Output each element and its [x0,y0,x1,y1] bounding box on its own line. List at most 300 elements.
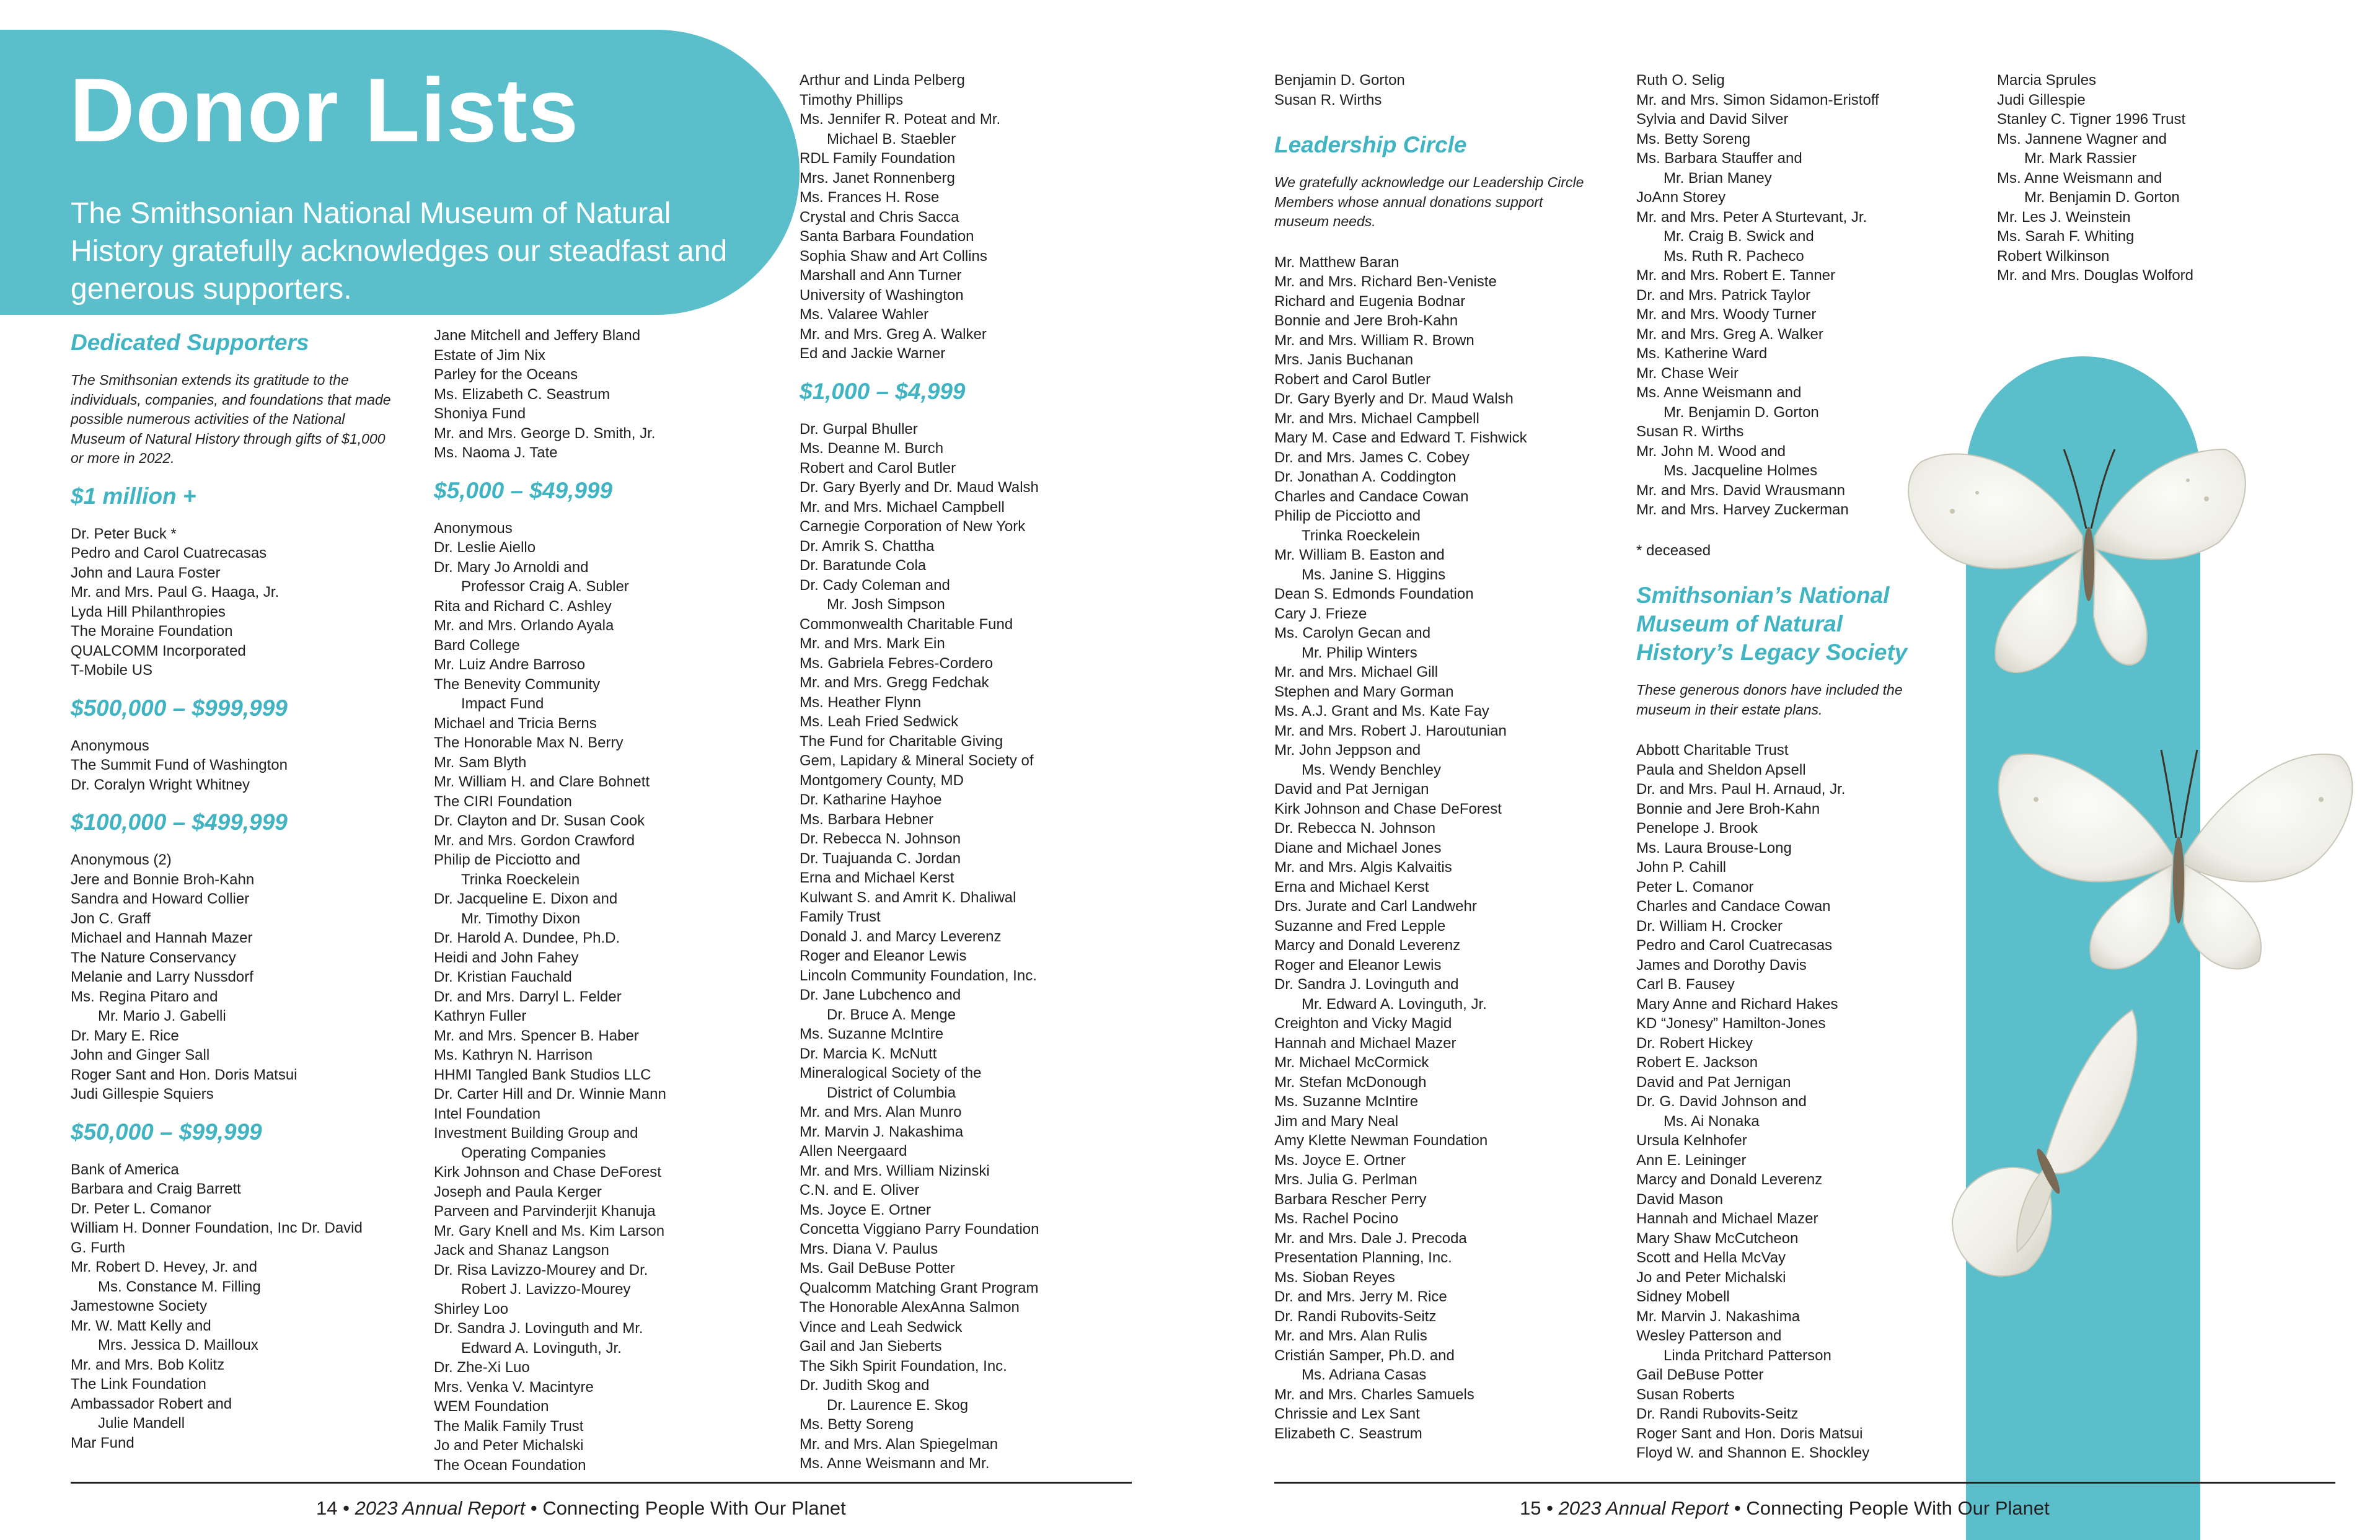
donor-entry: Ms. Valaree Wahler [800,306,929,323]
donor-entry: G. Furth [71,1239,126,1256]
donor-entry: The Honorable Max N. Berry [434,734,624,751]
donor-entry: Richard and Eugenia Bodnar [1274,293,1466,310]
donor-entry: Mr. Mark Rassier [2024,150,2137,167]
donor-entry: Dean S. Edmonds Foundation [1274,586,1474,602]
legacy-heading-line-2: Museum of Natural [1636,611,1843,636]
donor-entry: Dr. Baratunde Cola [800,557,927,574]
donor-entry: Ms. Anne Weismann and [1997,169,2162,187]
donor-entry: Cristián Samper, Ph.D. and [1274,1347,1455,1364]
donor-entry: Mr. and Mrs. Paul G. Haaga, Jr. [71,584,280,601]
donor-entry: T-Mobile US [71,662,153,679]
donor-entry: Mr. and Mrs. Alan Spiegelman [800,1435,998,1453]
donor-entry: Mr. Luiz Andre Barroso [434,656,586,673]
donor-entry: Mr. and Mrs. Douglas Wolford [1997,267,2194,284]
donor-entry: David and Pat Jernigan [1274,781,1429,798]
donor-entry: Jim and Mary Neal [1274,1112,1399,1130]
donor-entry: Ms. Regina Pitaro and [71,988,218,1005]
column-4 [1274,71,1621,1443]
donor-entry: Ms. Rachel Pocino [1274,1210,1399,1227]
donor-entry: Mr. and Mrs. Robert E. Tanner [1636,267,1836,284]
donor-entry: Kirk Johnson and Chase DeForest [434,1164,661,1181]
donor-entry: Chrissie and Lex Sant [1274,1406,1420,1422]
donor-entry: Concetta Viggiano Parry Foundation [800,1221,1039,1238]
donor-entry: Mr. John Jeppson and [1274,742,1421,759]
donor-entry: Pedro and Carol Cuatrecasas [71,545,267,561]
donor-entry: Mr. Brian Maney [1664,169,1772,187]
donor-entry: Mr. Les J. Weinstein [1997,208,2131,226]
donor-entry: Mr. and Mrs. Simon Sidamon-Eristoff [1636,91,1879,108]
donor-entry: Qualcomm Matching Grant Program [800,1279,1039,1296]
column-6 [1997,71,2307,286]
donor-entry: Ms. Frances H. Rose [800,189,940,206]
donor-entry: Lincoln Community Foundation, Inc. [800,967,1037,984]
donor-entry: Ms. Anne Weismann and [1636,384,1802,401]
donor-entry: Ms. Laura Brouse-Long [1636,839,1792,856]
donor-entry: Jack and Shanaz Langson [434,1242,609,1259]
donor-entry: Mr. and Mrs. Spencer B. Haber [434,1027,639,1044]
donor-entry: Michael B. Staebler [827,130,956,147]
donor-entry: Dr. Randi Rubovits-Seitz [1274,1308,1437,1325]
donor-entry: Penelope J. Brook [1636,820,1758,837]
donor-entry: Dr. and Mrs. Patrick Taylor [1636,286,1810,304]
donor-entry: Roger and Eleanor Lewis [1274,956,1442,974]
footer-rule-right [1274,1482,2335,1484]
donor-entry: Mr. and Mrs. Charles Samuels [1274,1386,1474,1403]
donor-entry: Mr. Craig B. Swick and [1664,228,1814,245]
donor-entry: Robert and Carol Butler [800,459,956,477]
donor-entry: Dr. Gary Byerly and Dr. Maud Walsh [1274,390,1514,407]
donor-entry: John and Ginger Sall [71,1047,210,1063]
donor-entry: Ms. Suzanne McIntire [1274,1093,1419,1110]
donor-entry: Bard College [434,636,520,654]
donor-entry: Roger and Eleanor Lewis [800,948,967,964]
donor-entry: Paula and Sheldon Apsell [1636,761,1806,778]
donor-entry: Ms. Naoma J. Tate [434,444,558,461]
donor-entry: Mr. Benjamin D. Gorton [1664,403,1819,421]
donor-entry: Ms. Joyce E. Ortner [1274,1151,1406,1169]
donor-entry: Jo and Peter Michalski [1636,1269,1786,1286]
dedicated-supporters-intro: The Smithsonian extends its gratitude to the individuals, companies, and foundations that made possible numerous activities of the National Museum of Natural History through gifts of $1,000 or more in 2022. [71,372,391,466]
donor-entry: Mr. and Mrs. William R. Brown [1274,332,1474,349]
leadership-list-cont [1636,71,1959,520]
donor-entry: Marcia Sprules [1997,72,2097,89]
donor-entry: Heidi and John Fahey [434,949,579,966]
donor-entry: Susan R. Wirths [1274,91,1382,108]
donor-entry: JoAnn Storey [1636,189,1726,206]
donor-entry: David and Pat Jernigan [1636,1073,1791,1091]
donor-entry: Gail and Jan Sieberts [800,1338,942,1355]
dedicated-supporters-heading: Dedicated Supporters [71,330,309,355]
donor-entry: Mr. and Mrs. Harvey Zuckerman [1636,501,1849,518]
donor-entry: Jon C. Graff [71,910,151,927]
donor-entry: Mr. and Mrs. William Nizinski [800,1162,990,1179]
donor-entry: Dr. Gary Byerly and Dr. Maud Walsh [800,479,1039,496]
donor-list-1k [800,420,1147,1474]
donor-entry: Jo and Peter Michalski [434,1437,584,1454]
donor-entry: Ms. Katherine Ward [1636,345,1768,362]
donor-entry: Lyda Hill Philanthropies [71,603,226,620]
donor-entry: Santa Barbara Foundation [800,228,974,245]
donor-entry: Ms. Jennifer R. Poteat and Mr. [800,111,1001,128]
donor-entry: Ms. Anne Weismann and Mr. [800,1455,990,1472]
donor-entry: Mr. and Mrs. David Wrausmann [1636,482,1845,499]
donor-entry: Susan R. Wirths [1636,423,1744,440]
bullet: • [343,1497,350,1519]
tier-heading-500k: $500,000 – $999,999 [71,695,288,721]
donor-entry: Mrs. Jessica D. Mailloux [98,1337,258,1353]
donor-entry: Floyd W. and Shannon E. Shockley [1636,1445,1870,1461]
donor-entry: Anonymous [434,519,513,537]
donor-entry: Judi Gillespie Squiers [71,1086,214,1102]
donor-list-50k [71,1160,393,1453]
donor-entry: Mr. and Mrs. Gordon Crawford [434,832,635,849]
donor-list-5k [434,519,781,1476]
donor-entry: The Malik Family Trust [434,1417,584,1435]
donor-entry: Mr. and Mrs. Bob Kolitz [71,1356,225,1373]
donor-entry: Gail DeBuse Potter [1636,1366,1764,1383]
donor-entry: Sophia Shaw and Art Collins [800,247,987,265]
donor-list-1m [71,524,393,680]
donor-entry: Dr. Bruce A. Menge [827,1006,956,1023]
donor-entry: Mr. John M. Wood and [1636,442,1786,460]
donor-entry: Dr. Mary E. Rice [71,1027,179,1044]
donor-entry: Impact Fund [461,695,544,712]
page-number: 15 [1520,1497,1541,1519]
donor-entry: Mr. and Mrs. Michael Gill [1274,664,1439,680]
donor-entry: William H. Donner Foundation, Inc Dr. David [71,1220,363,1236]
donor-entry: Mr. and Mrs. Robert J. Haroutunian [1274,722,1507,739]
donor-entry: Dr. Randi Rubovits-Seitz [1636,1406,1799,1422]
donor-entry: Dr. William H. Crocker [1636,917,1783,935]
donor-entry: Mr. William H. and Clare Bohnett [434,773,650,790]
donor-entry: Professor Craig A. Subler [461,578,629,595]
tier-heading-1k: $1,000 – $4,999 [800,378,966,404]
donor-entry: C.N. and E. Oliver [800,1182,920,1199]
donor-entry: Peter L. Comanor [1636,878,1754,895]
donor-entry: Mr. and Mrs. Greg A. Walker [800,325,987,343]
donor-entry: Dr. Gurpal Bhuller [800,420,918,438]
donor-entry: Kulwant S. and Amrit K. Dhaliwal [800,889,1016,906]
donor-entry: Dr. Jonathan A. Coddington [1274,469,1457,485]
donor-entry: Mr. and Mrs. Alan Rulis [1274,1327,1427,1344]
legacy-society-intro: These generous donors have included the museum in their estate plans. [1636,682,1903,718]
donor-entry: Timothy Phillips [800,91,904,108]
donor-entry: Robert and Carol Butler [1274,371,1431,388]
donor-entry: Ms. Gabriela Febres-Cordero [800,654,994,672]
donor-entry: Ms. Ai Nonaka [1664,1112,1760,1130]
donor-entry: Erna and Michael Kerst [800,869,954,886]
donor-entry: Mr. Stefan McDonough [1274,1073,1427,1091]
donor-entry: Mr. Robert D. Hevey, Jr. and [71,1259,257,1275]
donor-entry: Ms. Barbara Stauffer and [1636,150,1802,167]
donor-entry: The Moraine Foundation [71,623,233,640]
donor-entry: Kirk Johnson and Chase DeForest [1274,800,1502,817]
donor-entry: Ann E. Leininger [1636,1151,1747,1169]
donor-entry: Dr. Cady Coleman and [800,576,950,594]
donor-entry: Hannah and Michael Mazer [1274,1034,1457,1052]
donor-entry: Mr. and Mrs. Orlando Ayala [434,617,614,634]
tier-heading-50k: $50,000 – $99,999 [71,1119,262,1145]
donor-entry: Ms. A.J. Grant and Ms. Kate Fay [1274,703,1489,719]
donor-entry: Drs. Jurate and Carl Landwehr [1274,898,1477,915]
donor-entry: Mr. and Mrs. Richard Ben-Veniste [1274,273,1497,290]
donor-entry: Sandra and Howard Collier [71,891,250,907]
donor-entry: QUALCOMM Incorporated [71,642,246,659]
donor-entry: Cary J. Frieze [1274,605,1367,622]
donor-entry: Dr. Peter Buck * [71,525,177,542]
donor-entry: Ms. Sarah F. Whiting [1997,228,2135,245]
donor-entry: Stephen and Mary Gorman [1274,683,1454,700]
donor-entry: Sylvia and David Silver [1636,111,1789,128]
donor-entry: Ms. Gail DeBuse Potter [800,1260,955,1277]
donor-entry: KD “Jonesy” Hamilton-Jones [1636,1015,1826,1032]
donor-entry: Dr. and Mrs. Paul H. Arnaud, Jr. [1636,781,1846,798]
donor-entry: Shoniya Fund [434,405,526,422]
donor-entry: Dr. Leslie Aiello [434,539,536,556]
donor-list-1k-cont [1274,71,1621,110]
donor-list-100k [71,850,393,1104]
donor-entry: WEM Foundation [434,1398,549,1415]
donor-entry: Philip de Picciotto and [1274,508,1421,524]
leadership-circle-heading: Leadership Circle [1274,132,1467,157]
tier-heading-100k: $100,000 – $499,999 [71,809,288,835]
donor-entry: Marcy and Donald Leverenz [1636,1171,1823,1188]
donor-entry: Hannah and Michael Mazer [1636,1210,1818,1227]
donor-entry: Mr. and Mrs. Michael Campbell [800,498,1005,516]
donor-entry: Dr. and Mrs. James C. Cobey [1274,449,1470,466]
donor-entry: Trinka Roeckelein [1302,527,1421,544]
tier-heading-5k: $5,000 – $49,999 [434,477,613,503]
donor-entry: Dr. Rebecca N. Johnson [800,830,961,847]
donor-entry: The Link Foundation [71,1376,206,1393]
donor-entry: Mr. Mario J. Gabelli [98,1008,226,1024]
donor-entry: Dr. Kristian Fauchald [434,969,572,985]
footer-left [316,1496,846,1521]
donor-entry: Ms. Barbara Hebner [800,811,934,828]
donor-entry: Mrs. Diana V. Paulus [800,1240,938,1257]
donor-entry: Michael and Tricia Berns [434,715,597,732]
donor-entry: Mary M. Case and Edward T. Fishwick [1274,429,1527,446]
donor-entry: Roger Sant and Hon. Doris Matsui [1636,1425,1863,1442]
donor-entry: Ms. Constance M. Filling [98,1278,261,1295]
donor-entry: Dr. Mary Jo Arnoldi and [434,558,589,576]
donor-entry: Mrs. Venka V. Macintyre [434,1378,594,1396]
legacy-heading-line-3: History’s Legacy Society [1636,640,1908,665]
donor-entry: Amy Klette Newman Foundation [1274,1132,1488,1149]
donor-entry: Scott and Hella McVay [1636,1249,1786,1266]
leadership-list [1274,253,1621,1444]
donor-entry: Crystal and Chris Sacca [800,208,959,226]
donor-entry: Gem, Lapidary & Mineral Society of [800,752,1034,769]
donor-entry: Ursula Kelnhofer [1636,1132,1747,1149]
donor-entry: Dr. Katharine Hayhoe [800,791,942,808]
donor-entry: Mr. Edward A. Lovinguth, Jr. [1302,995,1487,1013]
donor-entry: Trinka Roeckelein [461,871,580,888]
donor-entry: RDL Family Foundation [800,150,956,167]
donor-entry: The CIRI Foundation [434,793,572,810]
donor-entry: HHMI Tangled Bank Studios LLC [434,1066,651,1083]
donor-entry: Mary Anne and Richard Hakes [1636,995,1838,1013]
donor-entry: Mr. and Mrs. Greg A. Walker [1636,325,1823,343]
donor-entry: The Nature Conservancy [71,949,236,966]
footer-rule-left [71,1482,1132,1484]
donor-entry: Operating Companies [461,1144,606,1161]
donor-entry: Stanley C. Tigner 1996 Trust [1997,111,2186,128]
donor-entry: Creighton and Vicky Magid [1274,1015,1452,1032]
donor-entry: Mr. Chase Weir [1636,364,1739,382]
donor-entry: Ms. Suzanne McIntire [800,1026,944,1042]
donor-entry: University of Washington [800,286,964,304]
donor-entry: Mr. Michael McCormick [1274,1054,1429,1071]
donor-entry: Dr. Sandra J. Lovinguth and Mr. [434,1320,643,1337]
donor-entry: Montgomery County, MD [800,772,964,789]
donor-entry: Bonnie and Jere Broh-Kahn [1274,312,1458,329]
donor-entry: Judi Gillespie [1997,91,2086,108]
donor-entry: Marshall and Ann Turner [800,267,962,284]
donor-entry: District of Columbia [827,1084,956,1101]
donor-entry: Ms. Carolyn Gecan and [1274,625,1431,641]
donor-entry: Marcy and Donald Leverenz [1274,937,1461,954]
donor-entry: Ms. Wendy Benchley [1302,761,1441,778]
donor-entry: Mr. Timothy Dixon [461,910,581,927]
donor-entry: Bonnie and Jere Broh-Kahn [1636,800,1820,817]
donor-entry: Ms. Jacqueline Holmes [1664,462,1818,479]
tagline: Connecting People With Our Planet [1746,1497,2050,1519]
donor-entry: Dr. Risa Lavizzo-Mourey and Dr. [434,1261,648,1278]
donor-entry: Diane and Michael Jones [1274,839,1442,856]
donor-entry: Erna and Michael Kerst [1274,878,1429,895]
donor-entry: The Benevity Community [434,675,601,693]
donor-entry: Dr. Zhe-Xi Luo [434,1359,530,1376]
leadership-circle-intro: We gratefully acknowledge our Leadership Circle Members whose annual donations support museum needs. [1274,174,1584,229]
donor-entry: Mrs. Janet Ronnenberg [800,169,955,187]
donor-entry: Dr. Coralyn Wright Whitney [71,776,250,793]
donor-entry: Parveen and Parvinderjit Khanuja [434,1203,656,1220]
donor-entry: Ms. Kathryn N. Harrison [434,1047,593,1063]
donor-entry: Philip de Picciotto and [434,851,581,868]
donor-entry: Dr. Sandra J. Lovinguth and [1274,976,1459,993]
donor-entry: Mary Shaw McCutcheon [1636,1230,1799,1247]
donor-entry: Mr. Matthew Baran [1274,253,1399,271]
donor-entry: Ms. Ruth R. Pacheco [1664,247,1804,265]
donor-entry: Estate of Jim Nix [434,346,546,364]
donor-entry: Mr. and Mrs. George D. Smith, Jr. [434,425,656,442]
donor-entry: Ms. Heather Flynn [800,693,922,711]
donor-entry: Mr. Gary Knell and Ms. Kim Larson [434,1222,665,1239]
donor-entry: Ms. Betty Soreng [1636,130,1751,147]
donor-entry: Anonymous [71,737,149,754]
donor-entry: Barbara Rescher Perry [1274,1190,1427,1208]
donor-entry: Dr. Tuajuanda C. Jordan [800,850,961,867]
donor-entry: Donald J. and Marcy Leverenz [800,928,1002,945]
legacy-list-cont [1997,71,2307,286]
donor-entry: Carnegie Corporation of New York [800,518,1026,535]
donor-entry: Ms. Jannene Wagner and [1997,130,2167,147]
donor-entry: Pedro and Carol Cuatrecasas [1636,937,1833,954]
donor-entry: Melanie and Larry Nussdorf [71,969,253,985]
donor-entry: Mrs. Janis Buchanan [1274,351,1414,368]
bullet: • [1546,1497,1553,1519]
donor-entry: Dr. Laurence E. Skog [827,1396,969,1414]
deceased-note: * deceased [1636,542,1711,559]
tier-heading-1m: $1 million + [71,483,196,509]
donor-entry: Family Trust [800,909,881,925]
donor-entry: Ms. Joyce E. Ortner [800,1201,932,1218]
donor-entry: Jamestowne Society [71,1298,208,1314]
donor-entry: Commonwealth Charitable Fund [800,615,1013,633]
donor-entry: Charles and Candace Cowan [1274,488,1469,505]
donor-entry: Linda Pritchard Patterson [1664,1347,1831,1364]
report-name: 2023 Annual Report [1558,1497,1729,1519]
donor-entry: Abbott Charitable Trust [1636,742,1789,759]
report-name: 2023 Annual Report [355,1497,526,1519]
donor-entry: Mr. and Mrs. Mark Ein [800,635,945,652]
donor-entry: Ms. Deanne M. Burch [800,440,944,457]
donor-entry: Kathryn Fuller [434,1008,527,1024]
donor-entry: Ms. Elizabeth C. Seastrum [434,385,610,403]
donor-entry: The Fund for Charitable Giving [800,733,1003,750]
donor-entry: Dr. Robert Hickey [1636,1034,1753,1052]
hero-banner [0,30,800,315]
donor-entry: Mr. and Mrs. Michael Campbell [1274,410,1479,427]
donor-entry: Ms. Betty Soreng [800,1416,914,1433]
donor-entry: Ed and Jackie Warner [800,345,946,362]
donor-list-500k [71,736,393,795]
donor-entry: Michael and Hannah Mazer [71,930,253,946]
donor-entry: Mr. William B. Easton and [1274,547,1445,563]
donor-entry: Dr. Peter L. Comanor [71,1200,211,1217]
right-page [1190,0,2380,1540]
donor-entry: Mr. Philip Winters [1302,644,1417,661]
donor-entry: John and Laura Foster [71,564,221,581]
donor-entry: Ruth O. Selig [1636,72,1725,89]
donor-entry: The Sikh Spirit Foundation, Inc. [800,1357,1007,1375]
donor-entry: Ms. Adriana Casas [1302,1366,1427,1383]
donor-entry: Elizabeth C. Seastrum [1274,1425,1422,1442]
donor-entry: Mr. Marvin J. Nakashima [1636,1308,1800,1325]
donor-entry: Mineralogical Society of the [800,1065,982,1081]
donor-entry: Mr. and Mrs. Woody Turner [1636,306,1817,323]
donor-entry: Ms. Leah Fried Sedwick [800,713,959,730]
donor-entry: Dr. Marcia K. McNutt [800,1045,937,1062]
donor-entry: John P. Cahill [1636,859,1726,876]
donor-entry: Anonymous (2) [71,851,172,868]
donor-entry: Dr. Rebecca N. Johnson [1274,820,1436,837]
column-3 [800,71,1147,1474]
bullet: • [1734,1497,1741,1519]
donor-entry: Mar Fund [71,1434,134,1451]
donor-entry: Suzanne and Fred Lepple [1274,917,1446,935]
donor-list-5k-cont [800,71,1147,364]
donor-entry: Susan Roberts [1636,1386,1735,1403]
donor-entry: The Summit Fund of Washington [71,757,288,773]
donor-entry: Mr. W. Matt Kelly and [71,1317,211,1334]
tagline: Connecting People With Our Planet [542,1497,846,1519]
donor-entry: James and Dorothy Davis [1636,956,1807,974]
donor-entry: Mr. Josh Simpson [827,596,945,613]
column-5 [1636,71,1959,1463]
donor-entry: Joseph and Paula Kerger [434,1183,602,1200]
donor-entry: Dr. Harold A. Dundee, Ph.D. [434,930,620,946]
donor-entry: Dr. G. David Johnson and [1636,1093,1807,1110]
donor-entry: Arthur and Linda Pelberg [800,72,965,89]
donor-entry: Mr. Marvin J. Nakashima [800,1123,964,1140]
footer-right [1520,1496,2050,1521]
column-2 [434,326,781,1475]
donor-entry: Intel Foundation [434,1105,541,1122]
donor-entry: The Honorable AlexAnna Salmon [800,1299,1020,1316]
donor-entry: Jere and Bonnie Broh-Kahn [71,871,255,888]
